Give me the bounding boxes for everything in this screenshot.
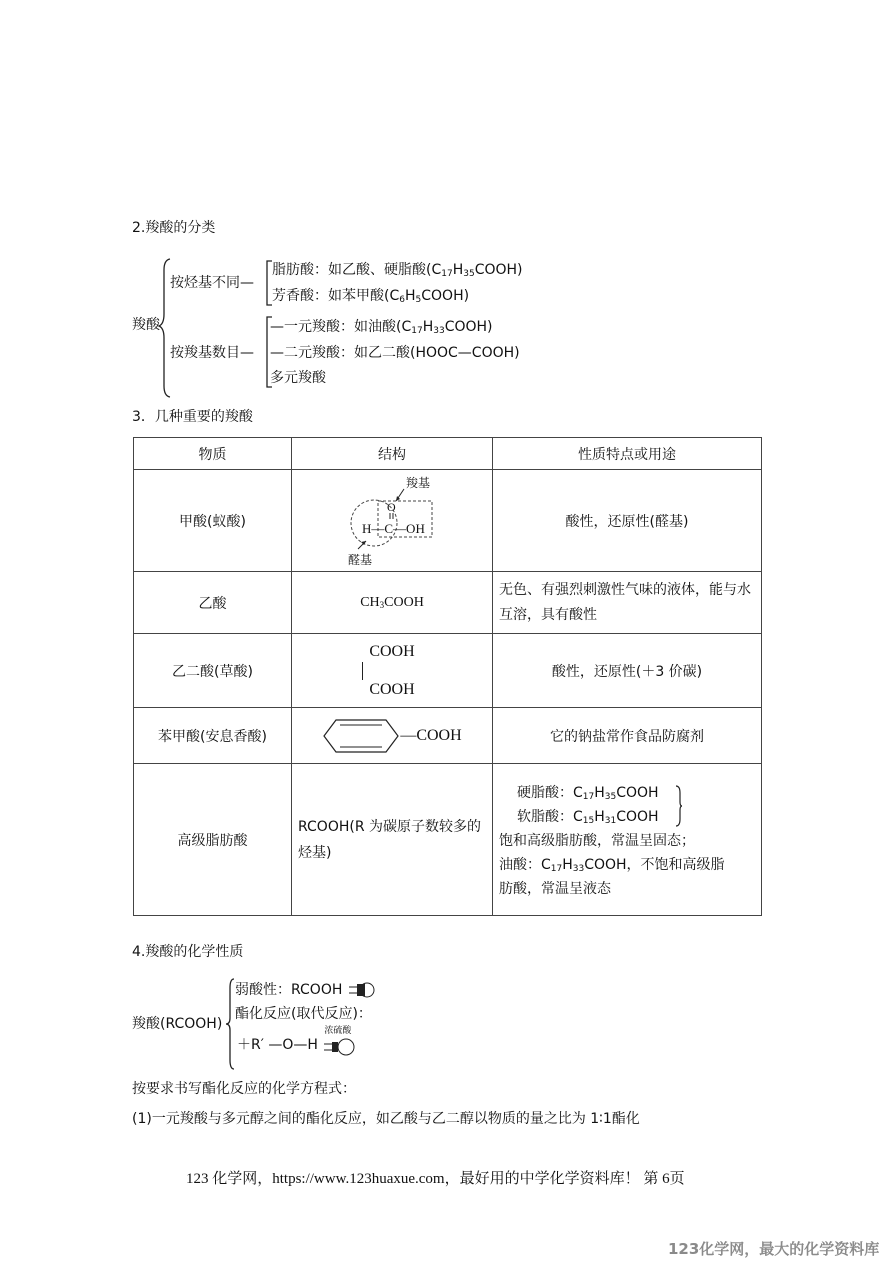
header-structure: 结构 — [292, 438, 493, 470]
by-hydrocarbon-label: 按烃基不同— — [170, 275, 254, 291]
header-properties: 性质特点或用途 — [493, 438, 762, 470]
watermark: 123化学网，最大的化学资料库 — [668, 1240, 880, 1258]
table-row — [134, 764, 762, 916]
cell-formic-acid: 甲酸(蚁酸) — [134, 470, 292, 572]
aliphatic-acid-line: 脂肪酸：如乙酸、硬脂酸$(C_{17}H_{35}COOH)$ — [272, 262, 523, 279]
cell-oxalic-properties: 酸性，还原性(＋3 价碳) — [493, 634, 762, 708]
table-row — [134, 634, 762, 708]
table-header-row — [134, 438, 762, 470]
cell-benzoic-properties: 它的钠盐常作食品防腐剂 — [493, 708, 762, 764]
dicarboxylic-line: —二元羧酸：如乙二酸(HOOC—COOH) — [270, 345, 520, 361]
section4-title: 4.羧酸的化学性质 — [132, 944, 244, 960]
reaction-arrow-icon — [347, 981, 377, 999]
table-row — [134, 572, 762, 634]
carboxylic-acid-table — [133, 437, 762, 916]
cell-acetic-structure: $CH_3COOH$ — [292, 572, 493, 634]
cell-benzoic-acid: 苯甲酸(安息香酸) — [134, 708, 292, 764]
classification-root: 羧酸 — [132, 317, 160, 333]
reversible-arrow-icon — [322, 1038, 358, 1056]
section2-title: 2.羧酸的分类 — [132, 220, 216, 236]
carboxyl-label: 羧基 — [406, 475, 431, 490]
chemical-properties-root: 羧酸(RCOOH) — [132, 1016, 223, 1032]
catalyst-label: 浓硫酸 — [324, 1026, 352, 1036]
cell-acetic-properties: 无色、有强烈刺激性气味的液体，能与水互溶，具有酸性 — [493, 572, 762, 634]
table-row — [134, 708, 762, 764]
polycarboxylic-line: 多元羧酸 — [270, 370, 326, 386]
cell-fatty-properties: 硬脂酸：$C_{17}H_{35}COOH$ 软脂酸：$C_{15}H_{31}COOH$ 饱和高级脂肪酸，常温呈固态； 油酸：$C_{17}H_{33}COOH$，不饱和高级脂 肪酸，常温呈液态 — [493, 764, 762, 916]
oxygen-label: O — [387, 499, 396, 514]
page-footer: 123 化学网，https://www.123huaxue.com，最好用的中学化学资料库！ 第 6页 — [186, 1171, 685, 1187]
table-row — [134, 470, 762, 572]
section3-title: 3．几种重要的羧酸 — [132, 409, 253, 425]
cell-acetic-acid: 乙酸 — [134, 572, 292, 634]
bond-line — [362, 662, 363, 680]
monocarboxylic-line: —一元羧酸：如油酸$(C_{17}H_{33}COOH)$ — [270, 319, 493, 336]
by-carboxyl-label: 按羧基数目— — [170, 345, 254, 361]
instruction-text: 按要求书写酯化反应的化学方程式： — [132, 1081, 356, 1097]
header-substance: 物质 — [134, 438, 292, 470]
cell-formic-properties: 酸性，还原性(醛基) — [493, 470, 762, 572]
aldehyde-label: 醛基 — [348, 552, 373, 567]
cell-benzoic-structure: —COOH — [292, 708, 493, 764]
right-brace-icon — [675, 785, 683, 827]
aromatic-acid-line: 芳香酸：如苯甲酸$(C_6H_5COOH)$ — [272, 288, 470, 305]
cell-fatty-structure: RCOOH(R 为碳原子数较多的烃基) — [292, 764, 493, 916]
cell-oxalic-structure: COOH COOH — [292, 634, 493, 708]
benzene-ring-icon — [322, 718, 400, 754]
question-item-1: (1)一元羧酸与多元醇之间的酯化反应，如乙酸与乙二醇以物质的量之比为 1∶1酯化 — [132, 1111, 640, 1127]
cell-fatty-acid: 高级脂肪酸 — [134, 764, 292, 916]
properties-brace-icon — [225, 978, 235, 1070]
formic-formula-line: H—C—OH — [362, 520, 425, 536]
cell-formic-structure — [292, 470, 493, 572]
esterification-line: 酯化反应(取代反应)： — [235, 1006, 372, 1022]
cell-oxalic-acid: 乙二酸(草酸) — [134, 634, 292, 708]
weak-acidity-line: 弱酸性：RCOOH — [235, 981, 377, 999]
esterification-formula: ＋R′ —O—H 浓硫酸 — [237, 1036, 358, 1054]
